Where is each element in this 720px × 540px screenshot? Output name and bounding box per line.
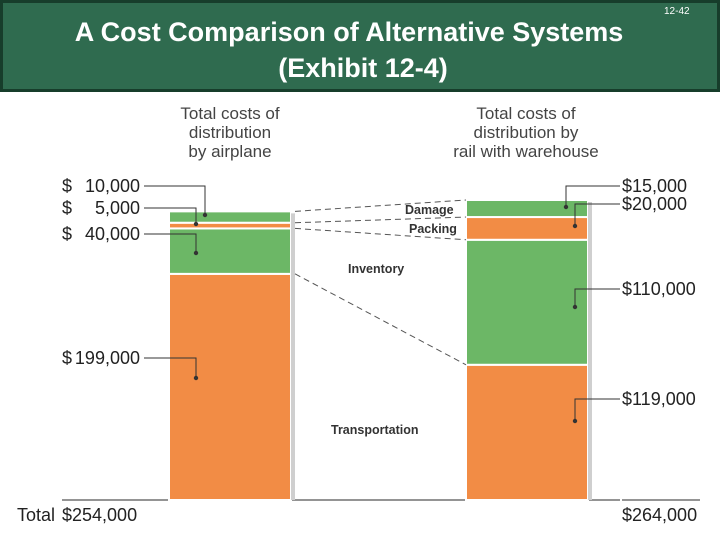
column-header-airplane-line-3: by airplane: [188, 142, 272, 161]
total-prefix-label: Total: [17, 505, 56, 525]
right-value-label-packing: $20,000: [622, 194, 688, 214]
right-value-label-damage: $15,000: [622, 176, 688, 196]
left-value-label-inventory: 40,000: [84, 224, 140, 244]
bar-shadow-left: [291, 213, 295, 500]
category-label-transportation: Transportation: [331, 423, 419, 437]
leader-dot-left-damage: [203, 213, 207, 217]
column-header-rail-line-2: distribution by: [473, 123, 579, 142]
bar-segment-left-transportation: [169, 274, 291, 500]
right-value-label-inventory: $110,000: [622, 279, 696, 299]
connector-line-1: [295, 274, 466, 365]
slide-subtitle: (Exhibit 12-4): [278, 53, 448, 83]
category-label-inventory: Inventory: [348, 262, 405, 276]
leader-dot-right-damage: [564, 205, 568, 209]
bar-segment-left-damage: [169, 211, 291, 222]
column-header-airplane-line-2: distribution: [188, 123, 272, 142]
leader-dot-left-packing: [194, 222, 198, 226]
total-left-value: $254,000: [62, 505, 138, 525]
leader-dot-right-transportation: [573, 419, 577, 423]
leader-dot-left-inventory: [194, 251, 198, 255]
bar-segment-right-damage: [466, 200, 588, 217]
bar-segment-right-inventory: [466, 240, 588, 365]
slide-title: A Cost Comparison of Alternative Systems: [74, 17, 624, 47]
left-value-label-currency-damage: $: [62, 176, 73, 196]
column-header-rail-line-3: rail with warehouse: [453, 142, 599, 161]
total-right-value: $264,000: [622, 505, 698, 525]
column-header-airplane-line-1: Total costs of: [180, 104, 280, 123]
category-label-damage: Damage: [405, 203, 454, 217]
right-value-label-transportation: $119,000: [622, 389, 696, 409]
leader-dot-left-transportation: [194, 376, 198, 380]
left-value-label-currency-inventory: $: [62, 224, 73, 244]
leader-dot-right-packing: [573, 224, 577, 228]
bar-segment-right-packing: [466, 217, 588, 240]
column-header-rail-line-1: Total costs of: [476, 104, 576, 123]
left-value-label-currency-packing: $: [62, 198, 73, 218]
category-label-packing: Packing: [409, 222, 457, 236]
slide-number: 12-42: [664, 6, 690, 17]
left-value-label-currency-transportation: $: [62, 348, 73, 368]
left-value-label-packing: 5,000: [94, 198, 140, 218]
leader-dot-right-inventory: [573, 305, 577, 309]
left-value-label-damage: 10,000: [84, 176, 140, 196]
bar-segment-right-transportation: [466, 365, 588, 500]
bar-segment-left-inventory: [169, 228, 291, 273]
bar-shadow-right: [588, 202, 592, 500]
left-value-label-transportation: 199,000: [74, 348, 140, 368]
